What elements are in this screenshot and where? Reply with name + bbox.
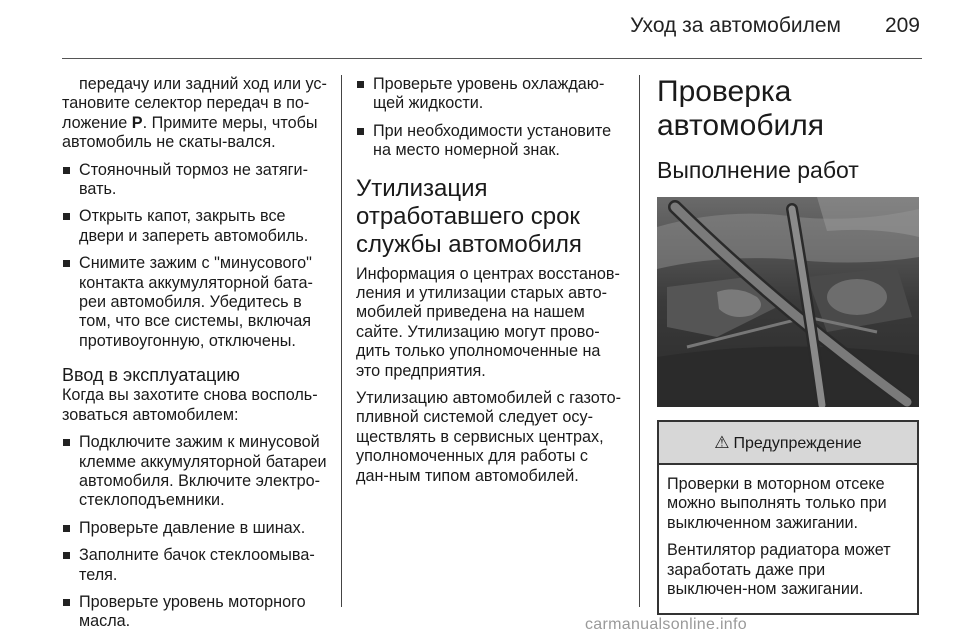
list-item: При необходимости установите на место номерной знак.	[356, 122, 624, 161]
list-item: Проверьте давление в шинах.	[62, 519, 328, 538]
disposal-paragraph: Утилизацию автомобилей с газото-пливной системой следует осу-ществлять в сервисных центрах, уполномоченных для работы с дан-ным типом автомобилей.	[356, 389, 621, 485]
warning-box	[657, 420, 919, 615]
section-lead: Когда вы захотите снова восполь-зоваться автомобилем:	[62, 386, 318, 424]
watermark: carmanualsonline.info	[585, 616, 747, 633]
list-item: Открыть капот, закрыть все двери и запереть автомобиль.	[62, 207, 328, 246]
warning-paragraph: Вентилятор радиатора может заработать даже при выключен-ном зажигании.	[667, 541, 891, 599]
header-rule	[62, 58, 922, 59]
engine-bay-photo	[657, 197, 919, 407]
list-item: Заполните бачок стеклоомыва-теля.	[62, 546, 328, 585]
main-title: Проверка автомобиля	[657, 75, 825, 142]
warning-body	[659, 465, 917, 613]
warning-triangle-icon: ⚠	[714, 433, 730, 452]
warning-paragraph: Проверки в моторном отсеке можно выполнять только при выключенном зажигании.	[667, 475, 887, 532]
list-item: Стояночный тормоз не затяги-вать.	[62, 161, 328, 200]
column-divider-2	[639, 75, 640, 607]
gear-position-p: P	[131, 113, 143, 132]
header-title: Уход за автомобилем	[630, 14, 841, 37]
column-divider-1	[341, 75, 342, 607]
list-item: Снимите зажим с "минусового" контакта аккумуляторной бата-реи автомобиля. Убедитесь в том, что все системы, включая противоугонную, отключены.	[62, 254, 328, 351]
continued-steps-list	[356, 75, 624, 161]
recommissioning-list	[62, 433, 328, 632]
storage-steps-list	[62, 161, 328, 352]
column-3	[657, 75, 919, 615]
page-number: 209	[884, 14, 920, 37]
section-title-disposal: Утилизация отработавшего срок службы автомобиля	[356, 174, 582, 258]
intro-paragraph: передачу или задний ход или ус-тановите селектор передач в по-ложение P. Примите меры, чтобы автомобиль не скаты-вался.	[62, 75, 327, 152]
list-item: Подключите зажим к минусовой клемме аккумуляторной батареи автомобиля. Включите электро-стеклоподъемники.	[62, 433, 328, 511]
column-1	[62, 75, 328, 640]
page-header	[630, 14, 920, 38]
list-item: Проверьте уровень моторного масла.	[62, 593, 328, 632]
engine-bay-illustration	[657, 197, 919, 407]
column-2	[356, 75, 624, 494]
warning-header	[659, 422, 917, 465]
warning-title: Предупреждение	[733, 435, 862, 452]
disposal-paragraph: Информация о центрах восстанов-ления и утилизации старых авто-мобилей приведена на нашем сайте. Утилизацию могут прово-дить только уполномоченные на это предприятия.	[356, 264, 620, 380]
section-title-recommissioning: Ввод в эксплуатацию	[62, 365, 240, 386]
subtitle: Выполнение работ	[657, 157, 859, 183]
list-item: Проверьте уровень охлаждаю-щей жидкости.	[356, 75, 624, 114]
